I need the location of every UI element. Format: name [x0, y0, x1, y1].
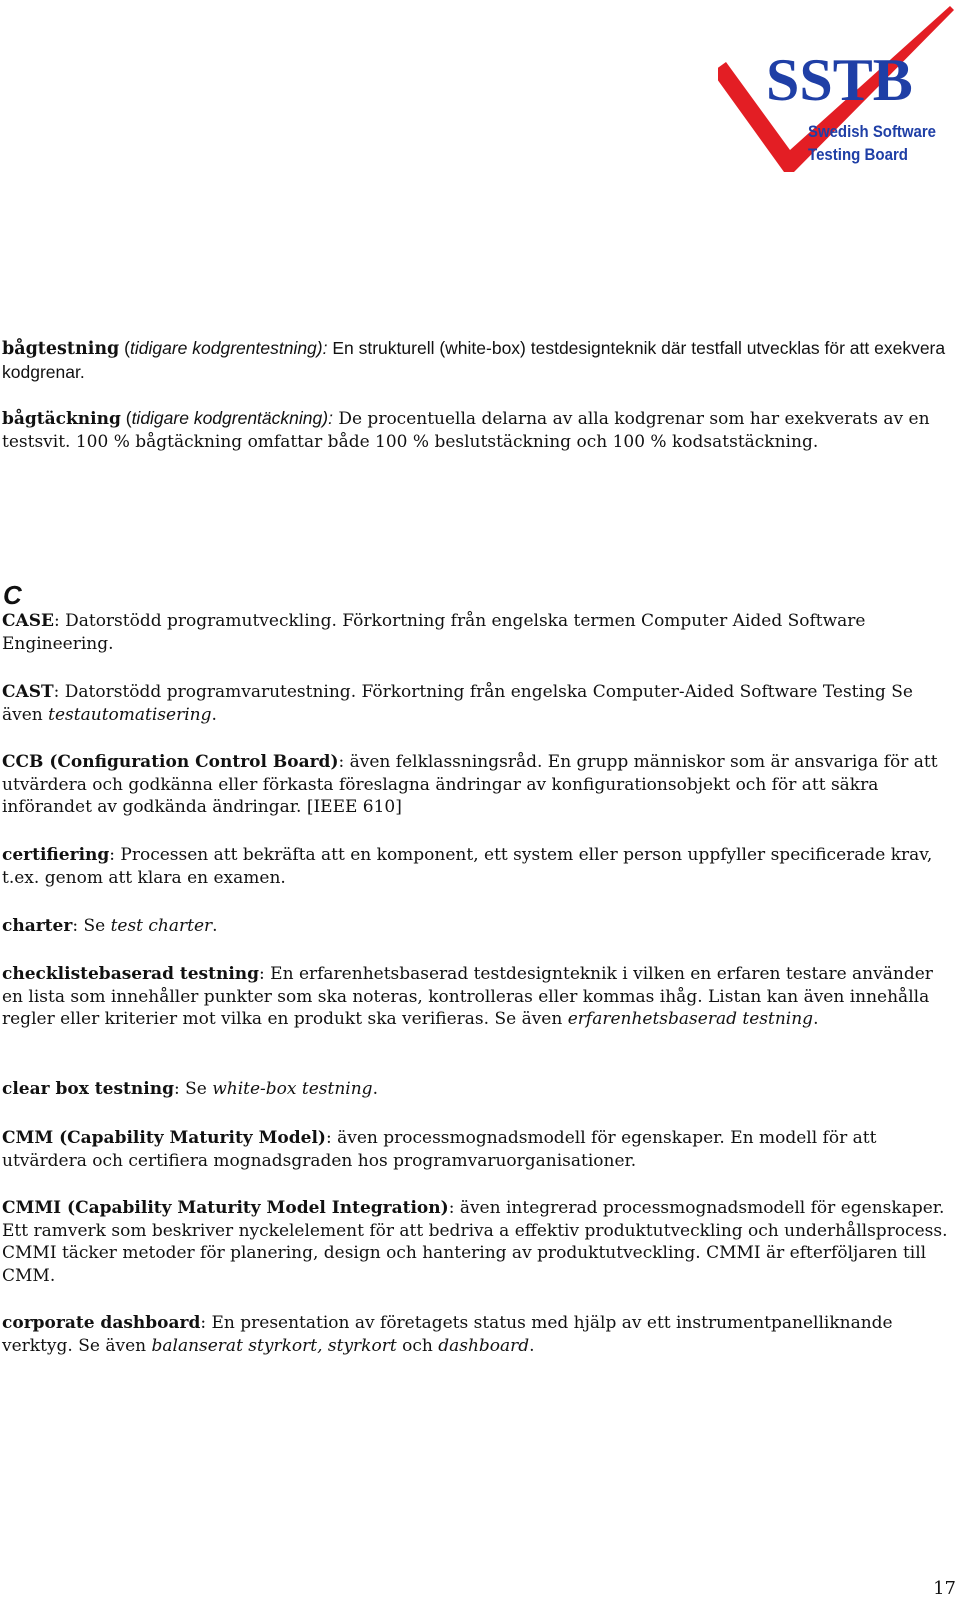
entry-term: CMMI (Capability Maturity Model Integration) [2, 1198, 449, 1218]
entry-alt-open: ( [120, 408, 132, 428]
entry-definition: : även integrerad processmognadsmodell för egenskaper. Ett ramverk som beskriver nyckelelement för att bedriva a effektiv produktutveckling och underhållsprocess. CMMI täcker metoder för planering, design och hantering av produktutveckling. CMMI är efterföljaren till CMM. [2, 1198, 948, 1286]
entry-term: corporate dashboard [2, 1313, 201, 1333]
glossary-entry-cast [2, 681, 954, 726]
glossary-entry-clear-box-testning [2, 1078, 954, 1101]
glossary-entry-corporate-dashboard [2, 1312, 954, 1357]
glossary-entry-cmm [2, 1127, 954, 1172]
entry-reference: erfarenhetsbaserad testning [567, 1009, 814, 1029]
entry-definition: De procentuella delarna av alla kodgrenar som har exekverats av en testsvit. 100 % bågtäckning omfattar både 100 % beslutstäckning och 100 % kodsatstäckning. [2, 409, 930, 452]
entry-definition: : Se [72, 916, 111, 936]
entry-term: certifiering [2, 845, 110, 865]
page-number: 17 [933, 1578, 956, 1599]
entry-term: checklistebaserad testning [2, 964, 260, 984]
entry-term: CAST [2, 682, 54, 702]
entry-term: bågtäckning [2, 409, 121, 429]
entry-suffix: . [211, 704, 217, 725]
glossary-entry-certifiering [2, 844, 954, 889]
entry-reference: testautomatisering [48, 704, 212, 725]
glossary-entry-case [2, 610, 954, 655]
entry-definition: : Se [173, 1079, 213, 1099]
entry-term: CMM (Capability Maturity Model) [2, 1128, 326, 1148]
entry-term: clear box testning [2, 1079, 174, 1099]
entry-alt-term: tidigare kodgrentäckning): [131, 408, 333, 428]
glossary-entry-charter [2, 915, 954, 938]
entry-definition: : även felklassningsråd. En grupp människor som är ansvariga för att utvärdera och godkänna eller förkasta föreslagna ändringar av konfigurationsobjekt och för att säkra införandet av godkända ändringar. [IEEE 610] [2, 752, 938, 817]
entry-suffix: . [813, 1009, 819, 1029]
logo-subtitle-line1: Swedish Software [808, 122, 936, 141]
entry-term: bågtestning [2, 339, 120, 359]
glossary-entry-bagtackning [2, 407, 954, 453]
entry-reference: balanserat styrkort, styrkort [151, 1335, 397, 1356]
entry-alt-open: ( [119, 338, 130, 358]
entry-definition: : En presentation av företagets status med hjälp av ett instrumentpanelliknande verktyg. Se även [2, 1313, 893, 1356]
glossary-entry-ccb [2, 751, 954, 819]
entry-reference: white-box testning [212, 1079, 373, 1099]
entry-reference: test charter [110, 916, 213, 936]
entry-suffix: . [529, 1335, 535, 1356]
sstb-logo [718, 0, 960, 180]
entry-connector: och [396, 1335, 439, 1356]
entry-definition: En strukturell (white-box) testdesignteknik där testfall utvecklas för att exekvera kodgrenar. [2, 338, 946, 382]
entry-term: CCB (Configuration Control Board) [2, 752, 339, 772]
entry-alt-term: tidigare kodgrentestning): [130, 338, 328, 358]
entry-definition: : Datorstödd programvarutestning. Förkortning från engelska Computer-Aided Software Testing Se även [2, 682, 913, 725]
section-heading-c: C [3, 580, 22, 610]
entry-definition: : även processmognadsmodell för egenskaper. En modell för att utvärdera och certifiera mognadsgraden hos programvaruorganisationer. [2, 1128, 877, 1171]
entry-definition: : Datorstödd programutveckling. Förkortning från engelska termen Computer Aided Software Engineering. [2, 611, 866, 654]
entry-reference-2: dashboard [438, 1335, 530, 1356]
glossary-entry-cmmi [2, 1197, 954, 1287]
entry-term: CASE [2, 611, 54, 631]
glossary-entry-bagtestning [2, 337, 954, 383]
entry-term: charter [2, 916, 73, 936]
entry-suffix: . [212, 916, 218, 936]
sstb-logo-graphic [718, 0, 960, 180]
logo-title: SSTB [766, 47, 913, 113]
glossary-entry-checklistebaserad-testning [2, 963, 954, 1031]
logo-subtitle-line2: Testing Board [808, 145, 908, 164]
entry-suffix: . [372, 1079, 378, 1099]
entry-definition: : En erfarenhetsbaserad testdesignteknik i vilken en erfaren testare använder en lista som innehåller punkter som ska noteras, kontrolleras eller kommas ihåg. Listan kan även innehålla regler eller kriterier mot vilka en produkt ska verifieras. Se även [2, 964, 933, 1029]
entry-definition: : Processen att bekräfta att en komponent, ett system eller person uppfyller specificerade krav, t.ex. genom att klara en examen. [2, 845, 933, 888]
